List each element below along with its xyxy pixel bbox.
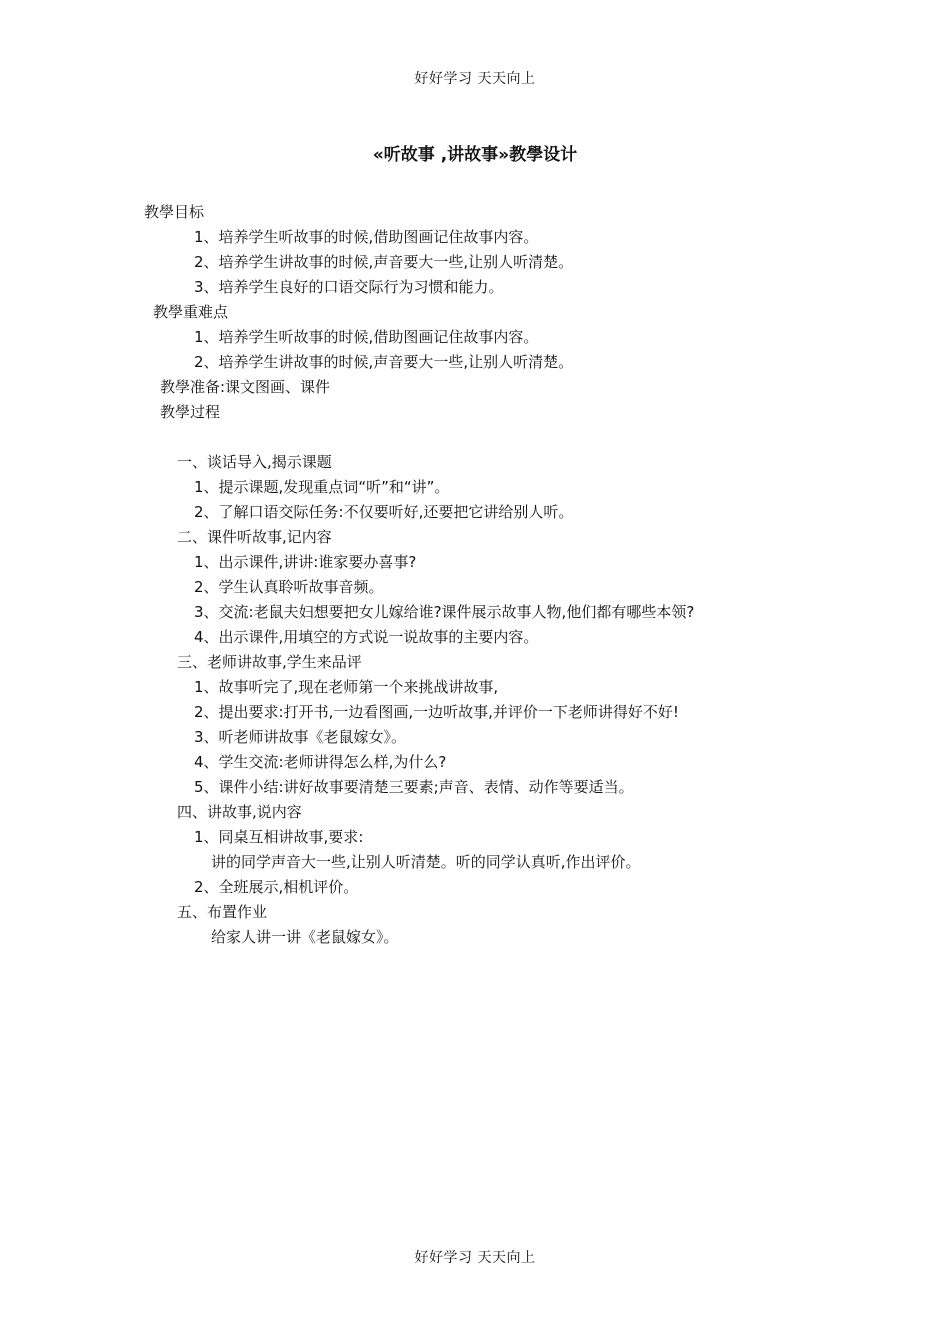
step-heading: 五、布置作业 xyxy=(177,903,268,921)
step-heading: 二、课件听故事,记内容 xyxy=(177,528,332,546)
section-heading-objectives: 教學目标 xyxy=(144,203,205,221)
objective-item: 3、培养学生良好的口语交际行为习惯和能力。 xyxy=(194,278,504,296)
step-item: 3、交流:老鼠夫妇想要把女儿嫁给谁?课件展示故事人物,他们都有哪些本领? xyxy=(194,603,695,621)
step-heading: 三、老师讲故事,学生来品评 xyxy=(177,653,362,671)
step-item: 2、学生认真聆听故事音频。 xyxy=(194,578,384,596)
section-heading-preparation: 教學准备:课文图画、课件 xyxy=(160,378,331,396)
page-header: 好好学习 天天向上 xyxy=(414,71,536,87)
step-item: 1、提示课题,发现重点词“听”和“讲”。 xyxy=(194,478,450,496)
step-item: 1、故事听完了,现在老师第一个来挑战讲故事, xyxy=(194,678,499,696)
step-item: 1、出示课件,讲讲:谁家要办喜事? xyxy=(194,553,417,571)
step-heading: 四、讲故事,说内容 xyxy=(177,803,302,821)
step-item: 5、课件小结:讲好故事要清楚三要素;声音、表情、动作等要适当。 xyxy=(194,778,634,796)
objective-item: 1、培养学生听故事的时候,借助图画记住故事内容。 xyxy=(194,228,539,246)
document-title: «听故事 ,讲故事»教學设计 xyxy=(372,145,578,165)
step-item: 2、全班展示,相机评价。 xyxy=(194,878,359,896)
step-item-detail: 讲的同学声音大一些,让别人听清楚。听的同学认真听,作出评价。 xyxy=(211,853,641,871)
page-footer: 好好学习 天天向上 xyxy=(414,1250,536,1266)
step-item: 2、了解口语交际任务:不仅要听好,还要把它讲给别人听。 xyxy=(194,503,574,521)
homework-item: 给家人讲一讲《老鼠嫁女》。 xyxy=(211,928,399,946)
key-point-item: 1、培养学生听故事的时候,借助图画记住故事内容。 xyxy=(194,328,539,346)
step-item: 2、提出要求:打开书,一边看图画,一边听故事,并评价一下老师讲得好不好! xyxy=(194,703,679,721)
step-heading: 一、谈话导入,揭示课题 xyxy=(177,453,332,471)
section-heading-process: 教學过程 xyxy=(160,403,221,421)
key-point-item: 2、培养学生讲故事的时候,声音要大一些,让别人听清楚。 xyxy=(194,353,574,371)
step-item: 4、出示课件,用填空的方式说一说故事的主要内容。 xyxy=(194,628,539,646)
step-item: 3、听老师讲故事《老鼠嫁女》。 xyxy=(194,728,407,746)
section-heading-key-points: 教學重难点 xyxy=(153,303,229,321)
step-item: 4、学生交流:老师讲得怎么样,为什么? xyxy=(194,753,447,771)
step-item: 1、同桌互相讲故事,要求: xyxy=(194,828,364,846)
objective-item: 2、培养学生讲故事的时候,声音要大一些,让别人听清楚。 xyxy=(194,253,574,271)
